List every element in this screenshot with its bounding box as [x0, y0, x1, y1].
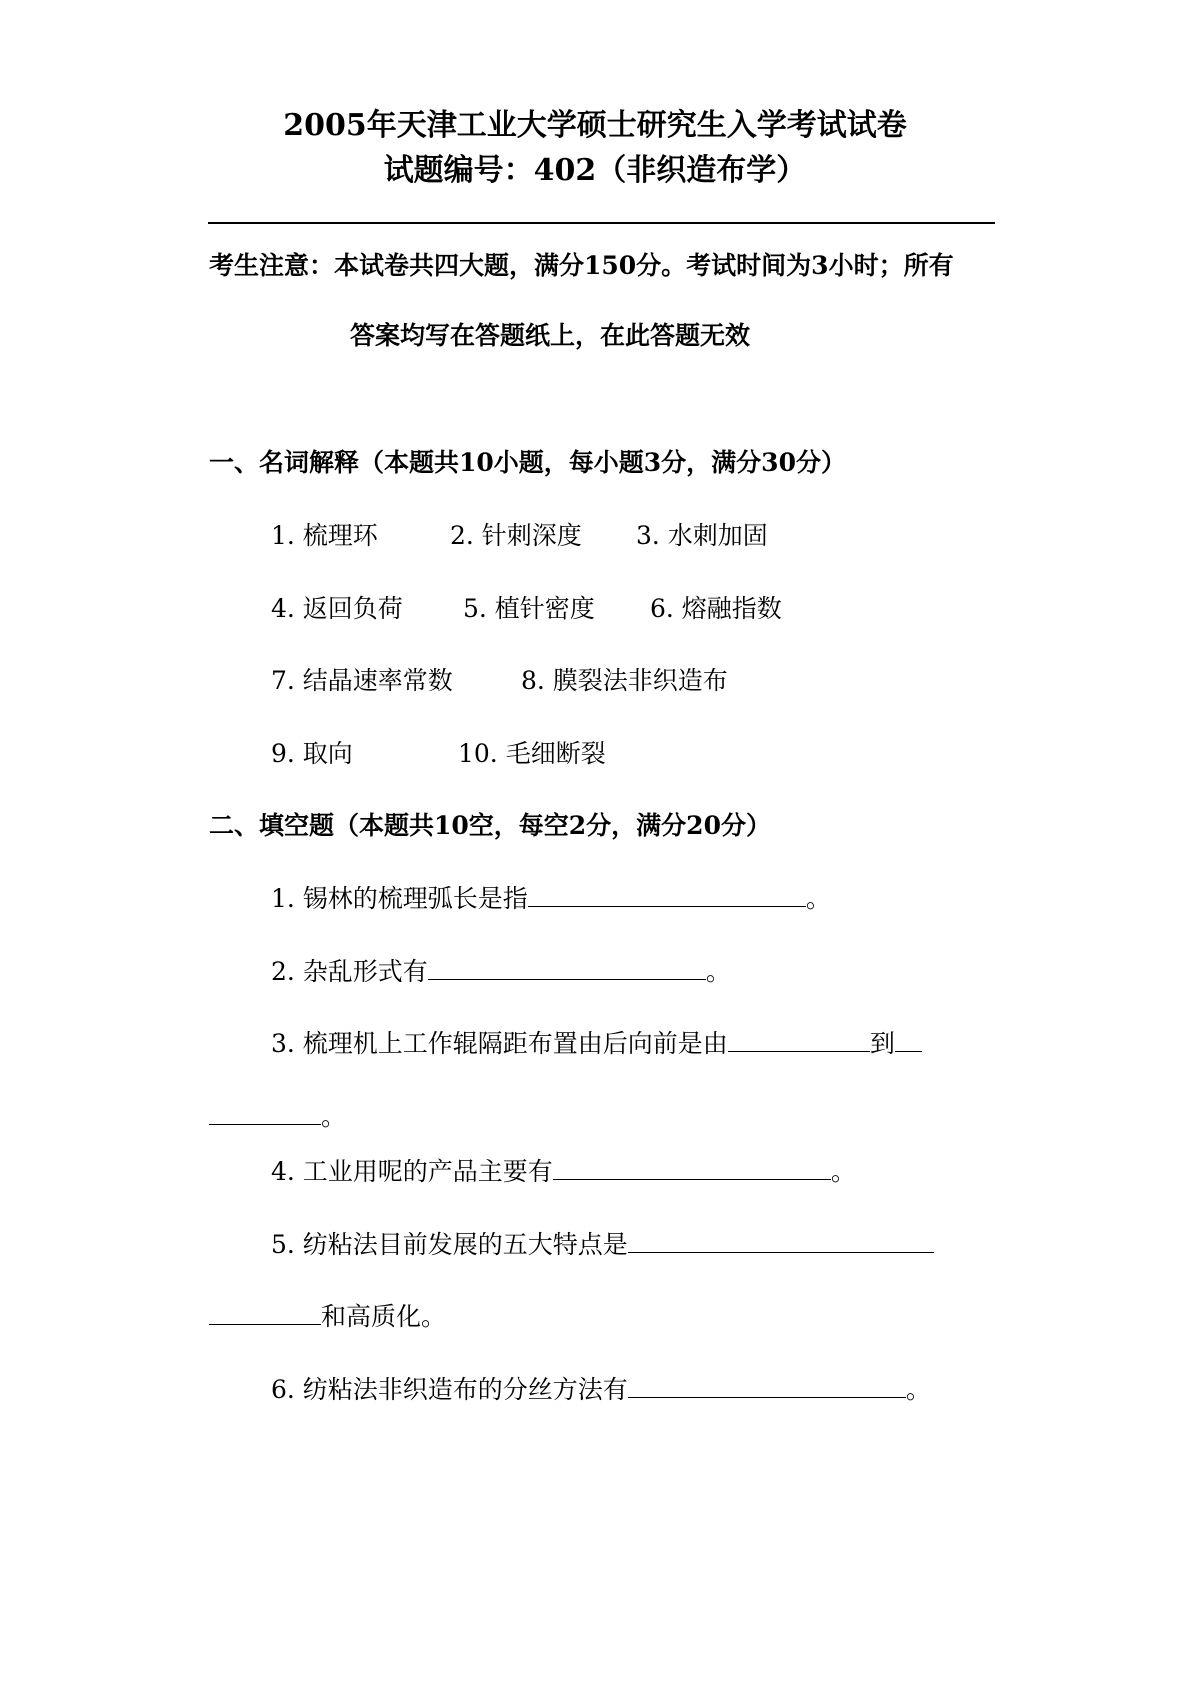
fill-question-4	[271, 1152, 856, 1188]
term-item: 10. 毛细断裂	[458, 739, 606, 768]
answer-blank	[209, 1100, 321, 1125]
fill-question-5	[271, 1225, 934, 1261]
term-item: 1. 梳理环	[271, 521, 378, 550]
question-end: 和高质化。	[321, 1302, 447, 1331]
answer-blank	[553, 1155, 831, 1180]
term-item: 6. 熔融指数	[650, 594, 782, 623]
answer-blank	[895, 1027, 922, 1052]
answer-blank	[209, 1300, 321, 1325]
fill-question-2	[271, 952, 731, 988]
question-text: 5. 纺粘法目前发展的五大特点是	[271, 1230, 628, 1259]
notice-line-1: 考生注意：本试卷共四大题，满分150分。考试时间为3小时；所有	[209, 251, 954, 280]
question-text: 6. 纺粘法非织造布的分丝方法有	[271, 1375, 628, 1404]
fill-question-5-continued	[209, 1297, 446, 1333]
term-item: 3. 水刺加固	[636, 521, 768, 550]
term-item: 4. 返回负荷	[271, 594, 403, 623]
answer-blank	[728, 1027, 870, 1052]
exam-title: 2005年天津工业大学硕士研究生入学考试试卷	[283, 108, 907, 143]
question-text: 4. 工业用呢的产品主要有	[271, 1157, 553, 1186]
term-item: 7. 结晶速率常数	[271, 666, 453, 695]
question-mid: 到	[869, 1029, 895, 1058]
question-end: 。	[321, 1102, 347, 1131]
question-text: 1. 锡林的梳理弧长是指	[271, 884, 528, 913]
question-text: 2. 杂乱形式有	[271, 957, 428, 986]
fill-question-1	[271, 879, 831, 915]
fill-question-3	[271, 1024, 922, 1060]
header-divider	[208, 222, 995, 224]
fill-question-6	[271, 1370, 931, 1406]
fill-question-3-continued	[209, 1097, 346, 1133]
question-end: 。	[830, 1157, 856, 1186]
exam-code: 试题编号：402（非织造布学）	[383, 153, 807, 188]
question-text: 3. 梳理机上工作辊隔距布置由后向前是由	[271, 1029, 728, 1058]
question-end: 。	[805, 884, 831, 913]
section-1-heading: 一、名词解释（本题共10小题，每小题3分，满分30分）	[209, 448, 846, 477]
term-item: 9. 取向	[271, 739, 353, 768]
answer-blank	[428, 955, 706, 980]
answer-blank	[528, 882, 806, 907]
answer-blank	[628, 1373, 906, 1398]
notice-line-2: 答案均写在答题纸上，在此答题无效	[350, 321, 751, 350]
term-item: 8. 膜裂法非织造布	[521, 666, 728, 695]
answer-blank	[628, 1228, 934, 1253]
question-end: 。	[705, 957, 731, 986]
term-item: 5. 植针密度	[463, 594, 595, 623]
section-2-heading: 二、填空题（本题共10空，每空2分，满分20分）	[209, 811, 771, 840]
question-end: 。	[905, 1375, 931, 1404]
term-item: 2. 针刺深度	[450, 521, 582, 550]
